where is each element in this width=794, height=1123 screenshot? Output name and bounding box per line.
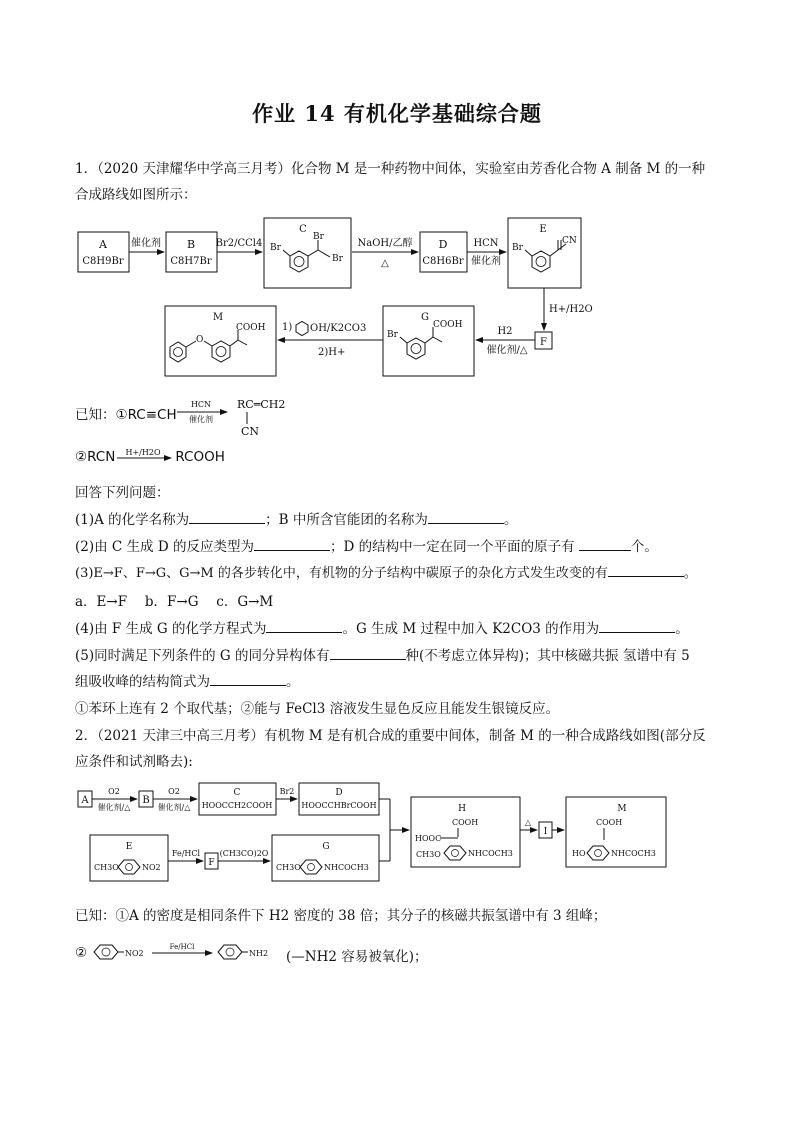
q1-part2-text-b: ；D 的结构中一定在同一个平面的原子有 bbox=[329, 539, 575, 555]
svg-text:O: O bbox=[196, 335, 204, 345]
q2-m-left: HO bbox=[572, 849, 586, 858]
q1-f-label: F bbox=[540, 337, 547, 348]
q1-arrow7-top: 1) bbox=[282, 322, 293, 333]
q2-known2-note: (—NH2 容易被氧化)； bbox=[286, 949, 428, 965]
q1-known2-arrow-label: H+/H2O bbox=[125, 448, 161, 457]
q1-part4-blank2[interactable] bbox=[599, 620, 675, 633]
q1-e-label: E bbox=[539, 224, 547, 235]
q2-cat1: 催化剂/△ bbox=[97, 803, 131, 812]
svg-text:Br: Br bbox=[512, 243, 523, 253]
q1-known2-arrow bbox=[115, 446, 175, 466]
q1-part1 bbox=[75, 508, 517, 528]
q1-arrow7-reagent: OH/K2CO3 bbox=[310, 323, 367, 334]
q1-part5-blank2[interactable] bbox=[210, 673, 286, 686]
q2-m-right: NHCOCH3 bbox=[611, 849, 656, 858]
q1-arrow7-bottom: 2)H+ bbox=[318, 347, 346, 358]
q1-arrow3-bottom: △ bbox=[381, 258, 389, 269]
q2-known2-scheme bbox=[90, 938, 300, 968]
svg-text:COOH: COOH bbox=[236, 323, 266, 333]
q1-a-label: A bbox=[99, 238, 107, 251]
q1-arrow3-top: NaOH/乙醇 bbox=[357, 238, 413, 249]
q2-cat2: 催化剂/△ bbox=[157, 803, 191, 812]
q2-ac2o: (CH3CO)2O bbox=[219, 849, 269, 858]
q1-synthesis-scheme bbox=[0, 210, 794, 380]
q1-known2-product: RCOOH bbox=[175, 449, 225, 465]
q1-b-label: B bbox=[186, 238, 196, 251]
q1-part1-blank1[interactable] bbox=[189, 511, 265, 524]
q1-part3-blank[interactable] bbox=[608, 564, 684, 577]
q1-arrow4-top: HCN bbox=[473, 238, 499, 249]
q1-arrow5-label: H+/H2O bbox=[549, 304, 593, 315]
q1-arrow6-bottom: 催化剂/△ bbox=[486, 345, 528, 356]
q2-br2: Br2 bbox=[279, 787, 295, 796]
q1-part5-text-d: 。 bbox=[286, 674, 300, 690]
q2-f-label: F bbox=[208, 858, 215, 868]
q2-heat: △ bbox=[524, 818, 532, 827]
q2-i-label: I bbox=[543, 827, 548, 837]
q1-part3-text-b: 。 bbox=[683, 566, 697, 581]
q1-part5-conditions: ①苯环上连有 2 个取代基；②能与 FeCl3 溶液发生显色反应且能发生银镜反应。 bbox=[75, 701, 560, 717]
q1-c-label: C bbox=[299, 224, 307, 235]
q1-arrow1-label: 催化剂 bbox=[131, 238, 161, 249]
q1-part2 bbox=[75, 535, 658, 555]
q1-m-label: M bbox=[212, 312, 224, 323]
q2-intro-line2: 应条件和试剂略去): bbox=[75, 754, 193, 770]
q2-e-label: E bbox=[125, 842, 133, 852]
q2-known1-text: ①A 的密度是相同条件下 H2 密度的 38 倍；其分子的核磁共振氢谱中有 3 组峰； bbox=[115, 908, 607, 924]
q2-known-label: 已知： bbox=[75, 908, 116, 924]
q1-a-formula: C8H9Br bbox=[82, 256, 124, 267]
q1-part5-text-a: (5)同时满足下列条件的 G 的同分异构体有 bbox=[75, 648, 330, 664]
q1-known1-product-bottom: CN bbox=[241, 425, 260, 438]
q2-m-cooh: COOH bbox=[596, 818, 623, 827]
q2-d-label: D bbox=[335, 788, 343, 798]
svg-text:Br: Br bbox=[313, 232, 324, 242]
q2-m-label: M bbox=[617, 804, 627, 814]
q2-a-label: A bbox=[81, 795, 89, 806]
svg-text:COOH: COOH bbox=[433, 320, 463, 330]
q1-part3-options: a．E→F b．F→G c．G→M bbox=[75, 594, 274, 610]
q1-part5-text-c: 组吸收峰的结构简式为 bbox=[75, 674, 210, 690]
q2-g-left: CH3O bbox=[276, 863, 301, 872]
q1-part1-text-a: (1)A 的化学名称为 bbox=[75, 512, 190, 528]
q2-b-label: B bbox=[142, 795, 150, 806]
q1-known2-reactant: ②RCN bbox=[75, 449, 116, 465]
q1-part2-text-c: 个。 bbox=[630, 539, 658, 555]
q1-known2 bbox=[75, 449, 225, 465]
svg-text:CN: CN bbox=[562, 236, 577, 246]
q2-c-label: C bbox=[233, 788, 241, 798]
q1-part3 bbox=[75, 562, 697, 581]
q2-synthesis-scheme bbox=[0, 775, 794, 895]
q1-known1-arrow-bottom: 催化剂 bbox=[189, 415, 213, 424]
q1-known1-arrow-top: HCN bbox=[190, 400, 212, 409]
svg-text:Br: Br bbox=[387, 330, 398, 340]
q1-part4-text-c: 。 bbox=[675, 621, 689, 637]
page-title: 作业 14 有机化学基础综合题 bbox=[252, 101, 542, 126]
q2-h-hooc: HOOC bbox=[415, 834, 442, 843]
q1-known1-arrow bbox=[175, 390, 295, 438]
q1-part1-blank2[interactable] bbox=[428, 511, 504, 524]
q2-h-left: CH3O bbox=[416, 850, 441, 859]
q1-arrow2-label: Br2/CCl4 bbox=[215, 238, 263, 249]
q1-part4-text-b: 。G 生成 M 过程中加入 K2CO3 的作用为 bbox=[342, 621, 600, 637]
q1-arrow4-bottom: 催化剂 bbox=[471, 256, 501, 267]
q1-known-label: 已知： bbox=[75, 407, 116, 423]
q2-h-right: NHCOCH3 bbox=[468, 849, 513, 858]
q1-part4-text-a: (4)由 F 生成 G 的化学方程式为 bbox=[75, 621, 267, 637]
q1-part2-blank2[interactable] bbox=[579, 538, 631, 551]
q1-d-label: D bbox=[438, 238, 448, 251]
q2-known2-arrow: Fe/HCl bbox=[169, 943, 195, 951]
q1-b-formula: C8H7Br bbox=[170, 256, 212, 267]
q2-e-left: CH3O bbox=[94, 863, 119, 872]
q1-d-formula: C8H6Br bbox=[422, 256, 464, 267]
q1-known1-reactant: ①RC≡CH bbox=[115, 407, 177, 423]
q2-g-label: G bbox=[322, 842, 330, 852]
q1-part2-text-a: (2)由 C 生成 D 的反应类型为 bbox=[75, 539, 254, 555]
q1-part1-text-b: ；B 中所含官能团的名称为 bbox=[265, 512, 428, 528]
q2-known2-label: ② bbox=[75, 945, 88, 961]
svg-text:Br: Br bbox=[270, 243, 281, 253]
q2-h-label: H bbox=[458, 804, 466, 814]
q1-part4-blank1[interactable] bbox=[266, 620, 342, 633]
q2-h-cooh: COOH bbox=[452, 818, 479, 827]
q1-part2-blank1[interactable] bbox=[254, 538, 330, 551]
q2-g-right: NHCOCH3 bbox=[324, 863, 369, 872]
q1-part5-text-b: 种(不考虑立体异构)；其中核磁共振 氢谱中有 5 bbox=[405, 648, 690, 664]
q1-part5-blank1[interactable] bbox=[330, 647, 406, 660]
q1-part4 bbox=[75, 617, 689, 637]
q1-arrow6-top: H2 bbox=[497, 326, 513, 337]
q1-known1-product-top: RC═CH2 bbox=[237, 398, 286, 411]
q1-answer-prompt: 回答下列问题： bbox=[75, 485, 170, 501]
q2-c-formula: HOOCCH2COOH bbox=[201, 801, 273, 810]
q2-o2-1: O2 bbox=[108, 787, 120, 796]
q1-part5-cont bbox=[75, 670, 300, 690]
q2-known2-no2: NO2 bbox=[125, 949, 144, 958]
q2-known2 bbox=[75, 945, 87, 961]
q2-fehcl: Fe/HCl bbox=[171, 849, 201, 858]
q1-part1-text-c: 。 bbox=[503, 512, 518, 528]
q2-e-right: NO2 bbox=[142, 863, 161, 872]
q1-part5 bbox=[75, 644, 690, 664]
q1-intro-line2: 合成路线如图所示： bbox=[75, 187, 197, 203]
q1-part3-text-a: (3)E→F、F→G、G→M 的各步转化中，有机物的分子结构中碳原子的杂化方式发生改变的有 bbox=[75, 566, 608, 581]
q1-intro-line1: 1．（2020 天津耀华中学高三月考）化合物 M 是一种药物中间体，实验室由芳香化合物 A 制备 M 的一种 bbox=[75, 161, 706, 177]
q2-intro-line1: 2．（2021 天津三中高三月考）有机物 M 是有机合成的重要中间体，制备 M 的一种合成路线如图(部分反 bbox=[75, 728, 706, 744]
q2-known1 bbox=[75, 904, 606, 924]
q2-o2-2: O2 bbox=[168, 787, 180, 796]
q1-box-c bbox=[264, 218, 351, 288]
q2-known2-nh2: NH2 bbox=[249, 949, 269, 958]
q2-d-formula: HOOCCHBrCOOH bbox=[301, 801, 377, 810]
q1-g-label: G bbox=[421, 312, 429, 323]
svg-text:Br: Br bbox=[332, 254, 343, 264]
q1-known1 bbox=[75, 403, 177, 423]
